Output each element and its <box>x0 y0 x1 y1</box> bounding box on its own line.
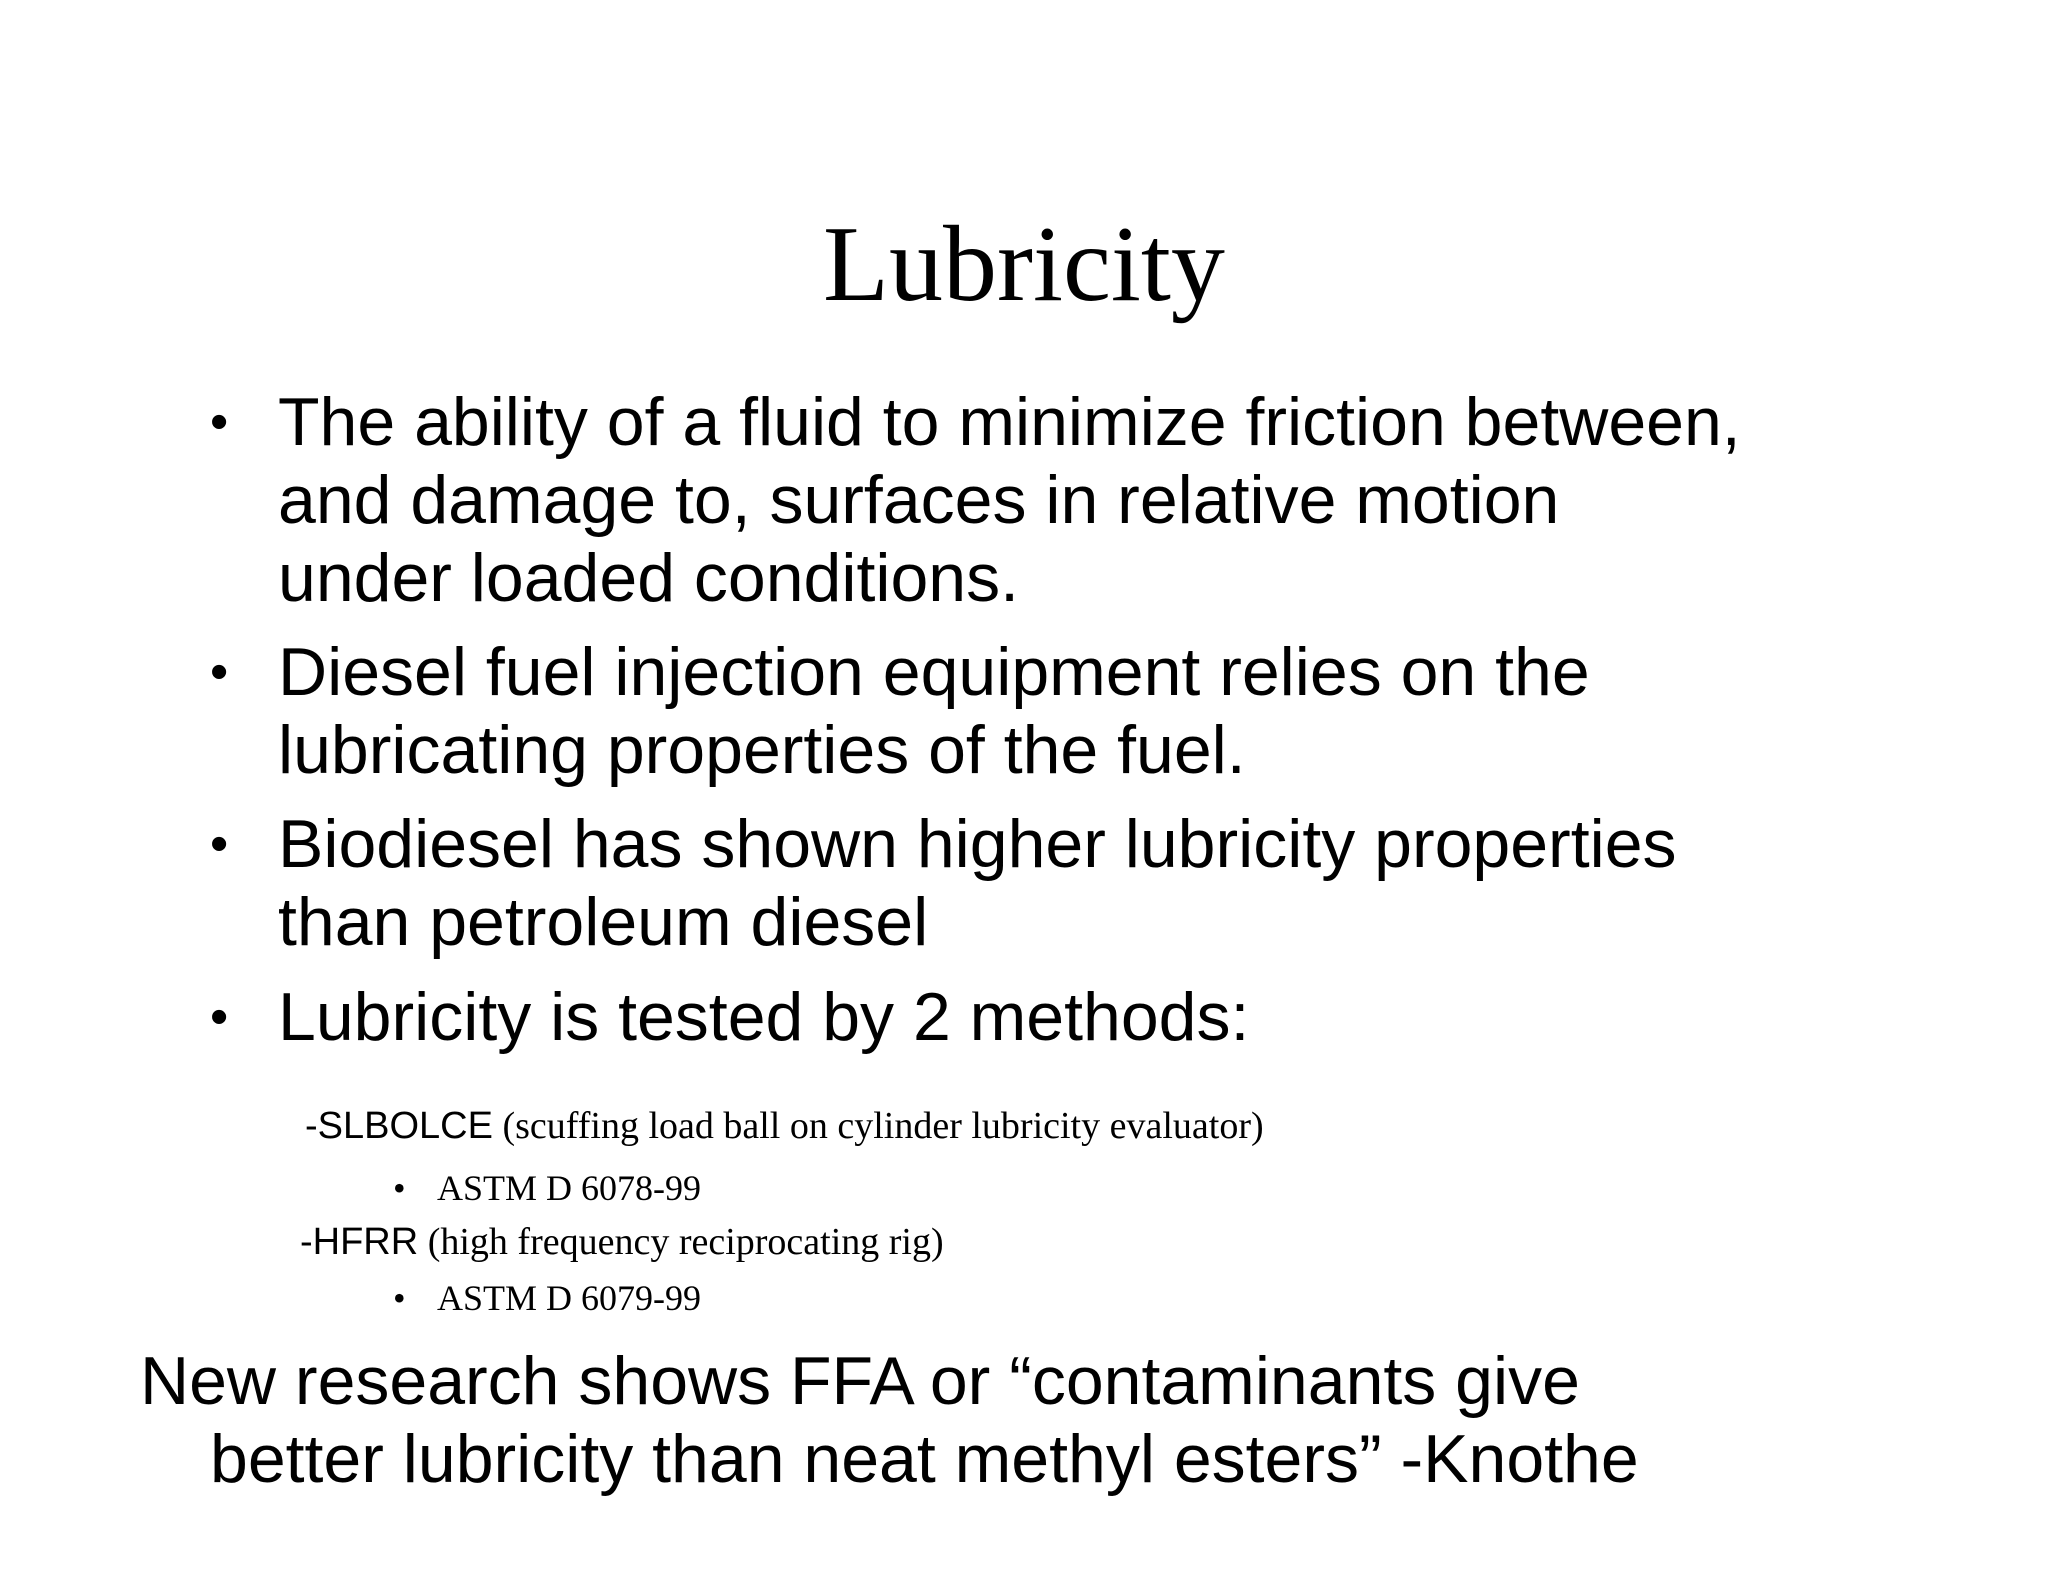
bullet-marker: • <box>210 643 229 701</box>
method-code: -HFRR <box>300 1221 419 1263</box>
method-standard <box>393 1276 701 1320</box>
research-note: New research shows FFA or “contaminants give better lubricity than neat methyl esters” -Knothe <box>140 1343 1639 1497</box>
method-standard <box>393 1166 701 1210</box>
standard-text: ASTM D 6078-99 <box>437 1168 702 1208</box>
standard-marker: • <box>393 1278 406 1318</box>
standard-text: ASTM D 6079-99 <box>437 1278 702 1318</box>
bullet-text: Biodiesel has shown higher lubricity properties than petroleum diesel <box>278 806 1677 960</box>
bullet-marker: • <box>210 393 229 451</box>
bullet-text: Lubricity is tested by 2 methods: <box>278 979 1250 1055</box>
bullet-marker: • <box>210 815 229 873</box>
method-code: -SLBOLCE <box>305 1105 493 1147</box>
method-description: (high frequency reciprocating rig) <box>427 1221 944 1263</box>
method-hfrr <box>300 1220 944 1264</box>
bullet-text: Diesel fuel injection equipment relies on the lubricating properties of the fuel. <box>278 634 1590 788</box>
bullet-marker: • <box>210 988 229 1046</box>
method-description: (scuffing load ball on cylinder lubricity evaluator) <box>502 1105 1264 1147</box>
slide-title: Lubricity <box>823 205 1225 324</box>
standard-marker: • <box>393 1168 406 1208</box>
method-slbolce <box>305 1104 1264 1148</box>
bullet-text: The ability of a fluid to minimize friction between, and damage to, surfaces in relative motion under loaded conditions. <box>278 384 1741 616</box>
